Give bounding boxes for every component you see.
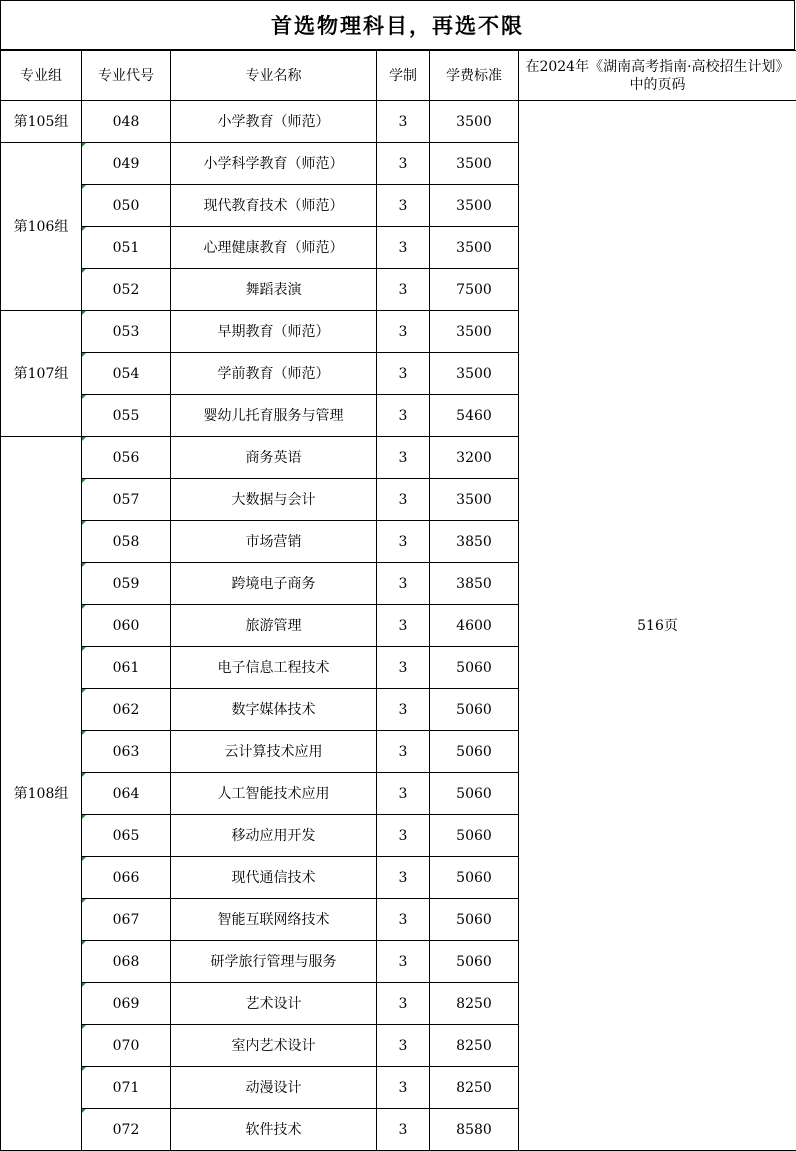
fee-cell: 5060 <box>430 857 519 899</box>
major-code-cell: 059 <box>82 563 171 605</box>
major-code-cell: 068 <box>82 941 171 983</box>
years-cell: 3 <box>377 689 430 731</box>
major-name-cell: 数字媒体技术 <box>171 689 377 731</box>
table-body <box>1 101 796 1151</box>
major-name-cell: 现代教育技术（师范） <box>171 185 377 227</box>
fee-cell: 5060 <box>430 731 519 773</box>
fee-cell: 3500 <box>430 185 519 227</box>
major-name-cell: 动漫设计 <box>171 1067 377 1109</box>
years-cell: 3 <box>377 227 430 269</box>
major-name-cell: 心理健康教育（师范） <box>171 227 377 269</box>
years-cell: 3 <box>377 101 430 143</box>
fee-cell: 5060 <box>430 689 519 731</box>
group-cell: 第106组 <box>1 143 82 311</box>
major-name-cell: 学前教育（师范） <box>171 353 377 395</box>
major-code-cell: 067 <box>82 899 171 941</box>
header-group: 专业组 <box>1 51 82 101</box>
major-name-cell: 移动应用开发 <box>171 815 377 857</box>
fee-cell: 5060 <box>430 647 519 689</box>
fee-cell: 5060 <box>430 773 519 815</box>
major-name-cell: 小学教育（师范） <box>171 101 377 143</box>
major-name-cell: 早期教育（师范） <box>171 311 377 353</box>
major-name-cell: 室内艺术设计 <box>171 1025 377 1067</box>
years-cell: 3 <box>377 437 430 479</box>
fee-cell: 8580 <box>430 1109 519 1151</box>
major-code-cell: 051 <box>82 227 171 269</box>
major-name-cell: 舞蹈表演 <box>171 269 377 311</box>
years-cell: 3 <box>377 647 430 689</box>
fee-cell: 5060 <box>430 941 519 983</box>
major-name-cell: 现代通信技术 <box>171 857 377 899</box>
major-code-cell: 054 <box>82 353 171 395</box>
years-cell: 3 <box>377 605 430 647</box>
group-cell: 第107组 <box>1 311 82 437</box>
major-code-cell: 058 <box>82 521 171 563</box>
fee-cell: 3850 <box>430 563 519 605</box>
major-code-cell: 070 <box>82 1025 171 1067</box>
major-name-cell: 婴幼儿托育服务与管理 <box>171 395 377 437</box>
years-cell: 3 <box>377 395 430 437</box>
header-page: 在2024年《湖南高考指南·高校招生计划》中的页码 <box>519 51 796 101</box>
major-table <box>0 50 796 1151</box>
years-cell: 3 <box>377 857 430 899</box>
major-name-cell: 电子信息工程技术 <box>171 647 377 689</box>
header-years: 学制 <box>377 51 430 101</box>
years-cell: 3 <box>377 983 430 1025</box>
fee-cell: 3500 <box>430 353 519 395</box>
fee-cell: 8250 <box>430 1067 519 1109</box>
major-name-cell: 艺术设计 <box>171 983 377 1025</box>
major-name-cell: 小学科学教育（师范） <box>171 143 377 185</box>
years-cell: 3 <box>377 143 430 185</box>
major-code-cell: 052 <box>82 269 171 311</box>
fee-cell: 3500 <box>430 311 519 353</box>
page-number-cell: 516页 <box>519 101 796 1151</box>
years-cell: 3 <box>377 899 430 941</box>
header-fee: 学费标准 <box>430 51 519 101</box>
years-cell: 3 <box>377 521 430 563</box>
major-code-cell: 063 <box>82 731 171 773</box>
fee-cell: 7500 <box>430 269 519 311</box>
major-name-cell: 研学旅行管理与服务 <box>171 941 377 983</box>
header-code: 专业代号 <box>82 51 171 101</box>
page-title: 首选物理科目，再选不限 <box>0 0 795 50</box>
header-name: 专业名称 <box>171 51 377 101</box>
years-cell: 3 <box>377 731 430 773</box>
major-code-cell: 066 <box>82 857 171 899</box>
fee-cell: 3500 <box>430 479 519 521</box>
fee-cell: 5460 <box>430 395 519 437</box>
major-code-cell: 061 <box>82 647 171 689</box>
years-cell: 3 <box>377 941 430 983</box>
fee-cell: 5060 <box>430 899 519 941</box>
fee-cell: 3500 <box>430 227 519 269</box>
table-header-row <box>1 51 796 101</box>
major-name-cell: 智能互联网络技术 <box>171 899 377 941</box>
major-name-cell: 跨境电子商务 <box>171 563 377 605</box>
years-cell: 3 <box>377 185 430 227</box>
years-cell: 3 <box>377 1109 430 1151</box>
major-name-cell: 人工智能技术应用 <box>171 773 377 815</box>
major-code-cell: 062 <box>82 689 171 731</box>
years-cell: 3 <box>377 269 430 311</box>
years-cell: 3 <box>377 815 430 857</box>
major-code-cell: 072 <box>82 1109 171 1151</box>
group-cell: 第105组 <box>1 101 82 143</box>
table-row <box>1 101 796 143</box>
years-cell: 3 <box>377 353 430 395</box>
years-cell: 3 <box>377 1025 430 1067</box>
major-name-cell: 旅游管理 <box>171 605 377 647</box>
fee-cell: 3850 <box>430 521 519 563</box>
years-cell: 3 <box>377 563 430 605</box>
years-cell: 3 <box>377 1067 430 1109</box>
fee-cell: 3500 <box>430 101 519 143</box>
fee-cell: 4600 <box>430 605 519 647</box>
major-name-cell: 软件技术 <box>171 1109 377 1151</box>
fee-cell: 5060 <box>430 815 519 857</box>
years-cell: 3 <box>377 773 430 815</box>
major-code-cell: 069 <box>82 983 171 1025</box>
major-name-cell: 云计算技术应用 <box>171 731 377 773</box>
years-cell: 3 <box>377 311 430 353</box>
major-name-cell: 商务英语 <box>171 437 377 479</box>
major-code-cell: 065 <box>82 815 171 857</box>
major-name-cell: 大数据与会计 <box>171 479 377 521</box>
major-code-cell: 057 <box>82 479 171 521</box>
major-code-cell: 064 <box>82 773 171 815</box>
major-code-cell: 049 <box>82 143 171 185</box>
group-cell: 第108组 <box>1 437 82 1151</box>
major-name-cell: 市场营销 <box>171 521 377 563</box>
major-code-cell: 055 <box>82 395 171 437</box>
major-code-cell: 050 <box>82 185 171 227</box>
major-code-cell: 053 <box>82 311 171 353</box>
major-code-cell: 071 <box>82 1067 171 1109</box>
fee-cell: 3500 <box>430 143 519 185</box>
major-code-cell: 048 <box>82 101 171 143</box>
years-cell: 3 <box>377 479 430 521</box>
major-code-cell: 056 <box>82 437 171 479</box>
fee-cell: 8250 <box>430 983 519 1025</box>
fee-cell: 3200 <box>430 437 519 479</box>
fee-cell: 8250 <box>430 1025 519 1067</box>
major-code-cell: 060 <box>82 605 171 647</box>
